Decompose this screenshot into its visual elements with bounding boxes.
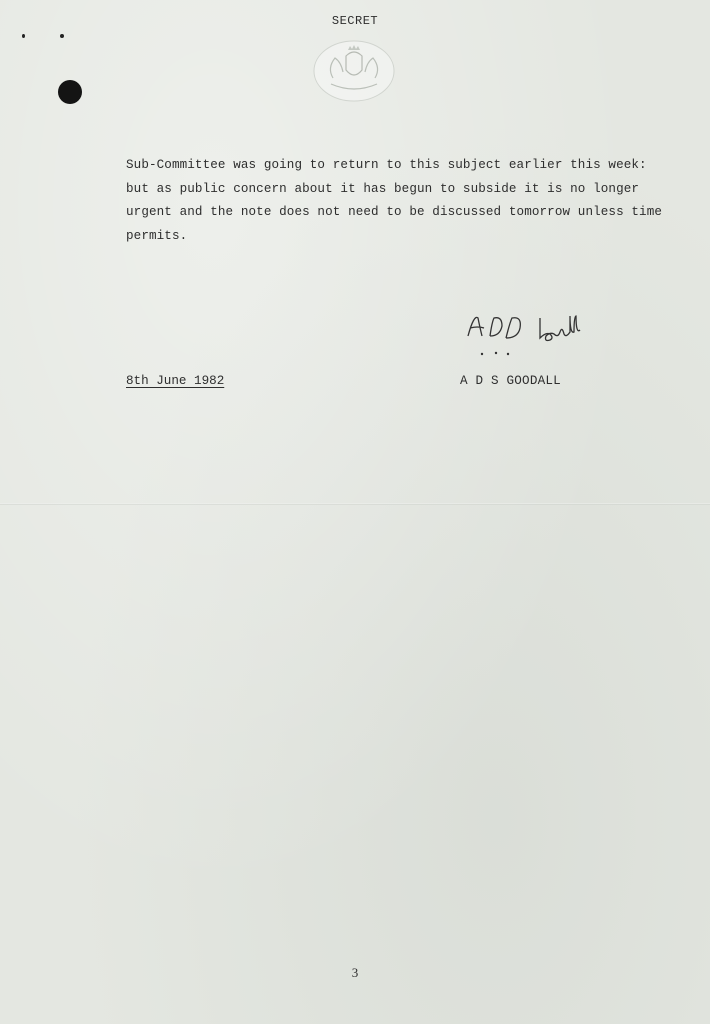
ink-speck (22, 34, 25, 38)
signatory-name: A D S GOODALL (460, 374, 561, 388)
royal-coat-of-arms-emboss-icon (311, 38, 397, 104)
punch-hole (58, 80, 82, 104)
document-date: 8th June 1982 (126, 374, 225, 388)
body-paragraph: Sub-Committee was going to return to this subject earlier this week: but as public concern about it has begun to subside it is no longer urgent and the note does not need to be discussed tomorrow unless time permits. (126, 158, 663, 243)
ink-speck (60, 34, 64, 38)
page-number: 3 (351, 965, 359, 980)
handwritten-signature (460, 306, 610, 362)
page-fold (0, 503, 710, 505)
classification-heading: SECRET (331, 14, 379, 28)
